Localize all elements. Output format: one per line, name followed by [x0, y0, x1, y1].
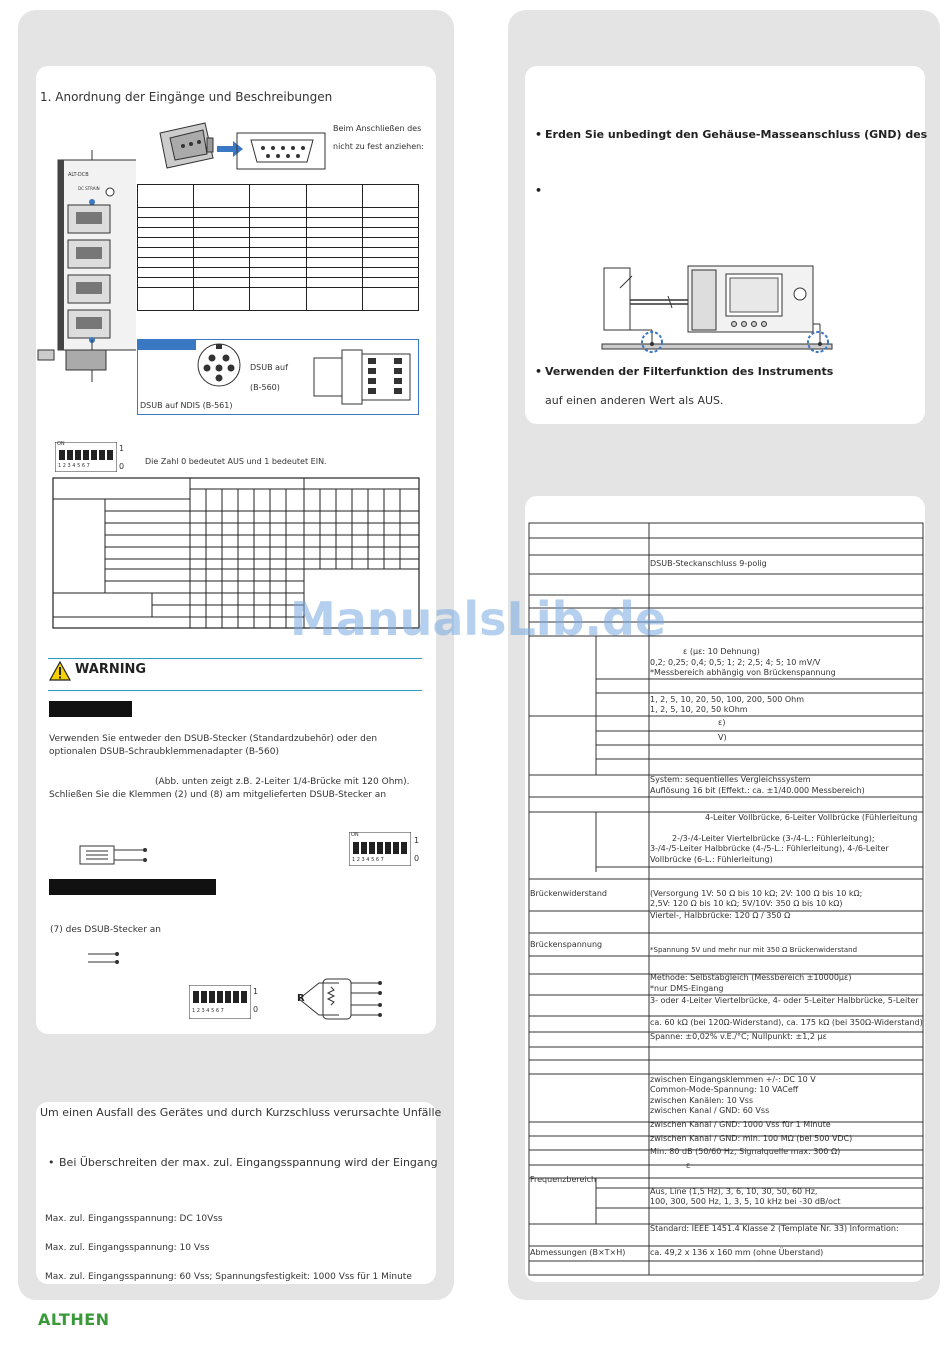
dip3-zero-label: 0: [253, 1005, 259, 1014]
spec-balance-1: Methode: Selbstabgleich (Messbereich ±10000με): [650, 973, 852, 982]
brand-logo: ALTHEN: [38, 1310, 110, 1329]
spec-cmrr: Min. 80 dB (50/60 Hz, Signalquelle max. 300 Ω): [650, 1147, 841, 1156]
dip-note: Die Zahl 0 bedeutet AUS und 1 bedeutet EIN.: [145, 457, 327, 466]
spec-bridge-4: Vollbrücke (6-L.: Fühlerleitung): [650, 855, 773, 864]
spec-range-1: ε (με: 10 Dehnung): [683, 647, 760, 656]
spec-noise: ε: [686, 1161, 691, 1170]
spec-filter-2: 100, 300, 500 Hz, 1, 3, 5, 10 kHz bei -30 dB/oct: [650, 1197, 841, 1206]
spec-dim-label: Abmessungen (B×T×H): [530, 1248, 626, 1257]
dsub-connector-illustration: [155, 118, 330, 178]
spec-comp-1: 3- oder 4-Leiter Viertelbrücke, 4- oder 5-Leiter Halbbrücke, 5-Leiter: [650, 996, 919, 1005]
para2-line1: (7) des DSUB-Stecker an: [50, 925, 161, 935]
safety-bullet-dot: •: [48, 1156, 55, 1169]
dip-numbers: 1 2 3 4 5 6 7: [58, 463, 90, 469]
spec-teds: Standard: IEEE 1451.4 Klasse 2 (Template Nr. 33) Information:: [650, 1224, 899, 1233]
spec-res-2: 1, 2, 5, 10, 20, 50 kOhm: [650, 705, 748, 714]
dsub-label-1: DSUB auf: [250, 363, 288, 372]
spec-max-3: zwischen Kanälen: 10 Vss: [650, 1096, 754, 1105]
spec-iso-1: zwischen Kanal / GND: 1000 Vss für 1 Minute: [650, 1120, 831, 1129]
para1-line1: Verwenden Sie entweder den DSUB-Stecker (Standardzubehör) oder den: [49, 734, 378, 744]
spec-range-3: *Messbereich abhängig von Brückenspannung: [650, 668, 836, 677]
left-bottom-card: [36, 1102, 436, 1284]
spec-freq-label: Frequenzbereich: [530, 1175, 597, 1184]
right-bullet-dot-3: •: [535, 365, 543, 378]
section-header-bar-1: [49, 701, 132, 717]
dip-one-label: 1: [119, 444, 125, 453]
warning-bottom-line: [48, 690, 422, 691]
spec-volt: V): [718, 733, 727, 742]
grounding-diagram: [600, 258, 835, 358]
dip-on-label: ON: [57, 441, 65, 447]
section-header-bar-2: [49, 879, 216, 895]
spec-res-1: 1, 2, 5, 10, 20, 50, 100, 200, 500 Ohm: [650, 695, 805, 704]
spec-connector: DSUB-Steckanschluss 9-polig: [650, 559, 767, 568]
spec-filter-1: Aus, Line (1,5 Hz), 3, 6, 10, 30, 50, 60 Hz,: [650, 1187, 818, 1196]
safety-bullet: Bei Überschreiten der max. zul. Eingangsspannung wird der Eingang: [59, 1156, 438, 1169]
watermark: ManualsLib.de: [290, 592, 667, 646]
quarter-bridge-wiring: [78, 842, 153, 868]
bridge-r-label: R: [297, 993, 305, 1004]
safety-line-2: Max. zul. Eingangsspannung: 10 Vss: [45, 1243, 210, 1253]
spec-iso-2: zwischen Kanal / GND: min. 100 MΩ (bei 500 VDC): [650, 1134, 853, 1143]
warning-top-line: [48, 658, 422, 659]
right-bullet-1: Erden Sie unbedingt den Gehäuse-Masseanschluss (GND) des: [545, 128, 928, 141]
spec-dim: ca. 49,2 x 136 x 160 mm (ohne Überstand): [650, 1248, 824, 1257]
dip2-on-label: ON: [351, 832, 359, 838]
device-label: ALT-DCB: [68, 172, 89, 178]
dip2-zero-label: 0: [414, 854, 420, 863]
spec-max-1: zwischen Eingangsklemmen +/-: DC 10 V: [650, 1075, 816, 1084]
spec-max-4: zwischen Kanal / GND: 60 Vss: [650, 1106, 770, 1115]
dip-zero-label: 0: [119, 462, 125, 471]
para1-line2: optionalen DSUB-Schraubklemmenadapter (B-560): [49, 747, 279, 757]
para1-line4: Schließen Sie die Klemmen (2) und (8) am mitgelieferten DSUB-Stecker an: [49, 790, 387, 800]
spec-bw-1: (Versorgung 1V: 50 Ω bis 10 kΩ; 2V: 100 Ω bis 10 kΩ;: [650, 889, 863, 898]
safety-line-1: Max. zul. Eingangsspannung: DC 10Vss: [45, 1214, 223, 1224]
warning-title: WARNING: [75, 662, 147, 677]
spec-bw-3: Viertel-, Halbbrücke: 120 Ω / 350 Ω: [650, 911, 791, 920]
spec-balance-2: *nur DMS-Eingang: [650, 984, 724, 993]
spec-drift: Spanne: ±0,02% v.E./°C; Nullpunkt: ±1,2 με: [650, 1032, 827, 1041]
right-bullet-dot-2: •: [535, 184, 543, 197]
spec-ad-2: Auflösung 16 bit (Effekt.: ca. ±1/40.000 Messbereich): [650, 786, 865, 795]
right-bullet-3: Verwenden der Filterfunktion des Instruments: [545, 365, 834, 378]
ndis-connector-icon: [196, 342, 242, 388]
para1-line3: (Abb. unten zeigt z.B. 2-Leiter 1/4-Brücke mit 120 Ohm).: [155, 777, 410, 787]
dip2-numbers: 1 2 3 4 5 6 7: [352, 857, 384, 863]
spec-bridge-1: 4-Leiter Vollbrücke, 6-Leiter Vollbrücke (Fühlerleitung: [705, 813, 918, 822]
safety-line-3: Max. zul. Eingangsspannung: 60 Vss; Spannungsfestigkeit: 1000 Vss für 1 Minute: [45, 1272, 412, 1282]
spec-ad-1: System: sequentielles Vergleichssystem: [650, 775, 811, 784]
dip3-one-label: 1: [253, 987, 259, 996]
dsub-label-2: (B-560): [250, 383, 280, 392]
spec-bw-label: Brückenwiderstand: [530, 889, 607, 898]
warning-icon: [49, 661, 71, 681]
spec-max-2: Common-Mode-Spannung: 10 VACeff: [650, 1085, 799, 1094]
spec-range-2: 0,2; 0,25; 0,4; 0,5; 1; 2; 2,5; 4; 5; 10 mV/V: [650, 658, 821, 667]
connect-note-1: Beim Anschließen des: [333, 124, 422, 133]
spec-bridge-2: 2-/3-/4-Leiter Viertelbrücke (3-/4-L.: Fühlerleitung);: [672, 834, 875, 843]
right-bullet-dot-1: •: [535, 128, 543, 141]
dip3-numbers: 1 2 3 4 5 6 7: [192, 1008, 224, 1014]
spec-bs-label: Brückenspannung: [530, 940, 603, 949]
ndis-label: DSUB auf NDIS (B-561): [140, 401, 233, 410]
dip2-one-label: 1: [414, 836, 420, 845]
connect-note-2: nicht zu fest anziehen:: [333, 142, 424, 151]
safety-title: Um einen Ausfall des Gerätes und durch Kurzschluss verursachte Unfälle: [40, 1106, 442, 1119]
right-bullet-3-sub: auf einen anderen Wert als AUS.: [545, 394, 724, 407]
spec-bw-2: 2,5V: 120 Ω bis 10 kΩ; 5V/10V: 350 Ω bis 10 kΩ): [650, 899, 843, 908]
pin-assignment-table: [137, 184, 419, 311]
half-bridge-circuit: [293, 975, 388, 1023]
section1-title: 1. Anordnung der Eingänge und Beschreibungen: [40, 90, 333, 104]
spec-bridge-3: 3-/4-/5-Leiter Halbbrücke (4-/5-L.: Fühlerleitung), 4-/6-Leiter: [650, 844, 889, 853]
terminal-block-icon: [312, 346, 412, 408]
spec-impedance: ca. 60 kΩ (bei 120Ω-Widerstand), ca. 175 kΩ (bei 350Ω-Widerstand): [650, 1018, 923, 1027]
spec-eps: ε): [718, 718, 726, 727]
wire-pair-graphic: [88, 950, 122, 966]
spec-bs-1: *Spannung 5V und mehr nur mit 350 Ω Brückenwiderstand: [650, 946, 858, 954]
device-sublabel: DC STRAIN: [78, 186, 100, 191]
ndis-box-header: [138, 340, 196, 350]
